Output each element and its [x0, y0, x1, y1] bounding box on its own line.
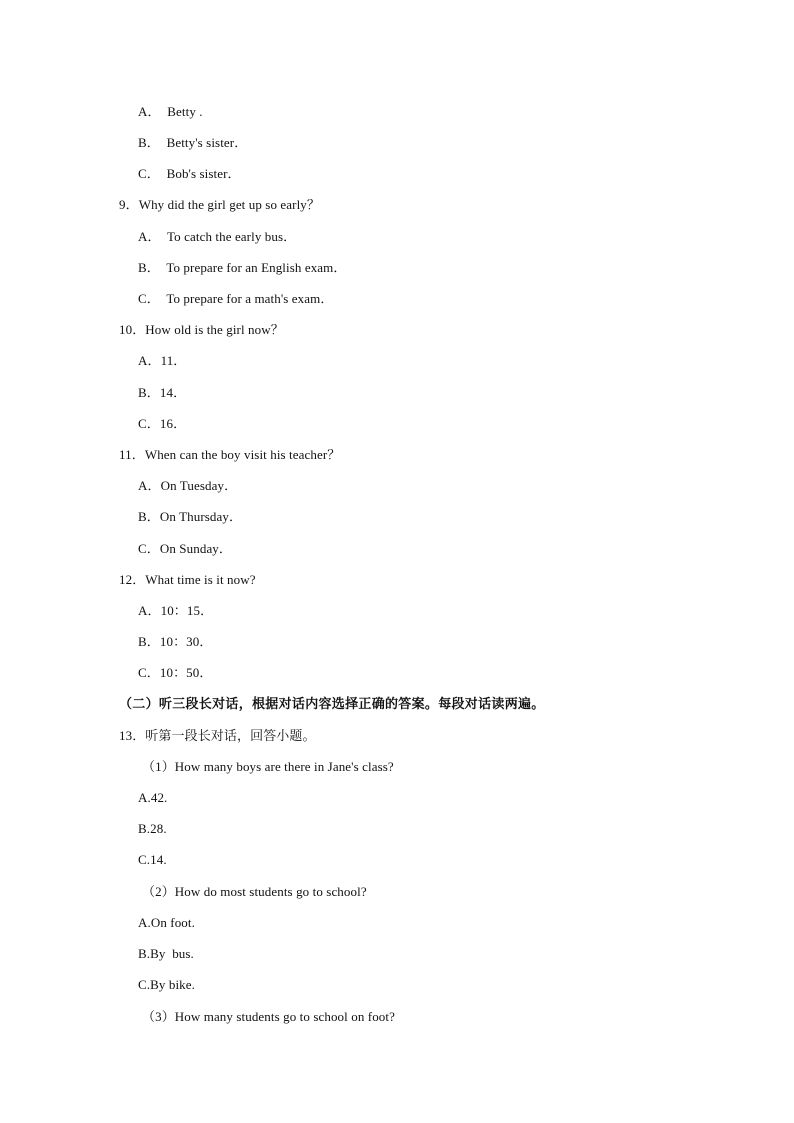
q13-1-option-c: C.14. — [138, 852, 167, 867]
q10-option-c: C．16． — [138, 416, 187, 431]
q11-option-c: C．On Sunday． — [138, 541, 233, 556]
q11-option-a: A．On Tuesday． — [138, 478, 238, 493]
question-13: 13．听第一段长对话，回答小题。 — [119, 728, 316, 743]
q12-option-b: B．10：30． — [138, 634, 213, 649]
q13-2-option-a: A.On foot. — [138, 915, 195, 930]
q13-1-option-b: B.28. — [138, 821, 167, 836]
q10-option-b: B．14． — [138, 385, 187, 400]
q10-option-a: A．11． — [138, 353, 187, 368]
section-heading: （二）听三段长对话，根据对话内容选择正确的答案。每段对话读两遍。 — [119, 697, 545, 712]
question-9: 9．Why did the girl get up so early？ — [119, 197, 320, 212]
q8-option-a: A． Betty . — [138, 104, 203, 119]
q13-sub-1: （1）How many boys are there in Jane's class? — [142, 759, 394, 774]
q12-option-c: C．10：50． — [138, 665, 213, 680]
question-10: 10．How old is the girl now？ — [119, 322, 284, 337]
q9-option-a: A． To catch the early bus． — [138, 229, 297, 244]
q8-option-c: C． Bob's sister． — [138, 166, 241, 181]
q12-option-a: A．10：15． — [138, 603, 214, 618]
question-11: 11．When can the boy visit his teacher？ — [119, 447, 341, 462]
q13-sub-2: （2）How do most students go to school? — [142, 884, 367, 899]
q9-option-b: B． To prepare for an English exam． — [138, 260, 347, 275]
question-12: 12．What time is it now? — [119, 572, 256, 587]
q13-sub-3: （3）How many students go to school on foot? — [142, 1009, 395, 1024]
q13-2-option-b: B.By bus. — [138, 946, 194, 961]
q13-2-option-c: C.By bike. — [138, 977, 195, 992]
q13-1-option-a: A.42. — [138, 790, 168, 805]
q8-option-b: B． Betty's sister． — [138, 135, 248, 150]
q9-option-c: C． To prepare for a math's exam． — [138, 291, 334, 306]
q11-option-b: B．On Thursday． — [138, 509, 243, 524]
